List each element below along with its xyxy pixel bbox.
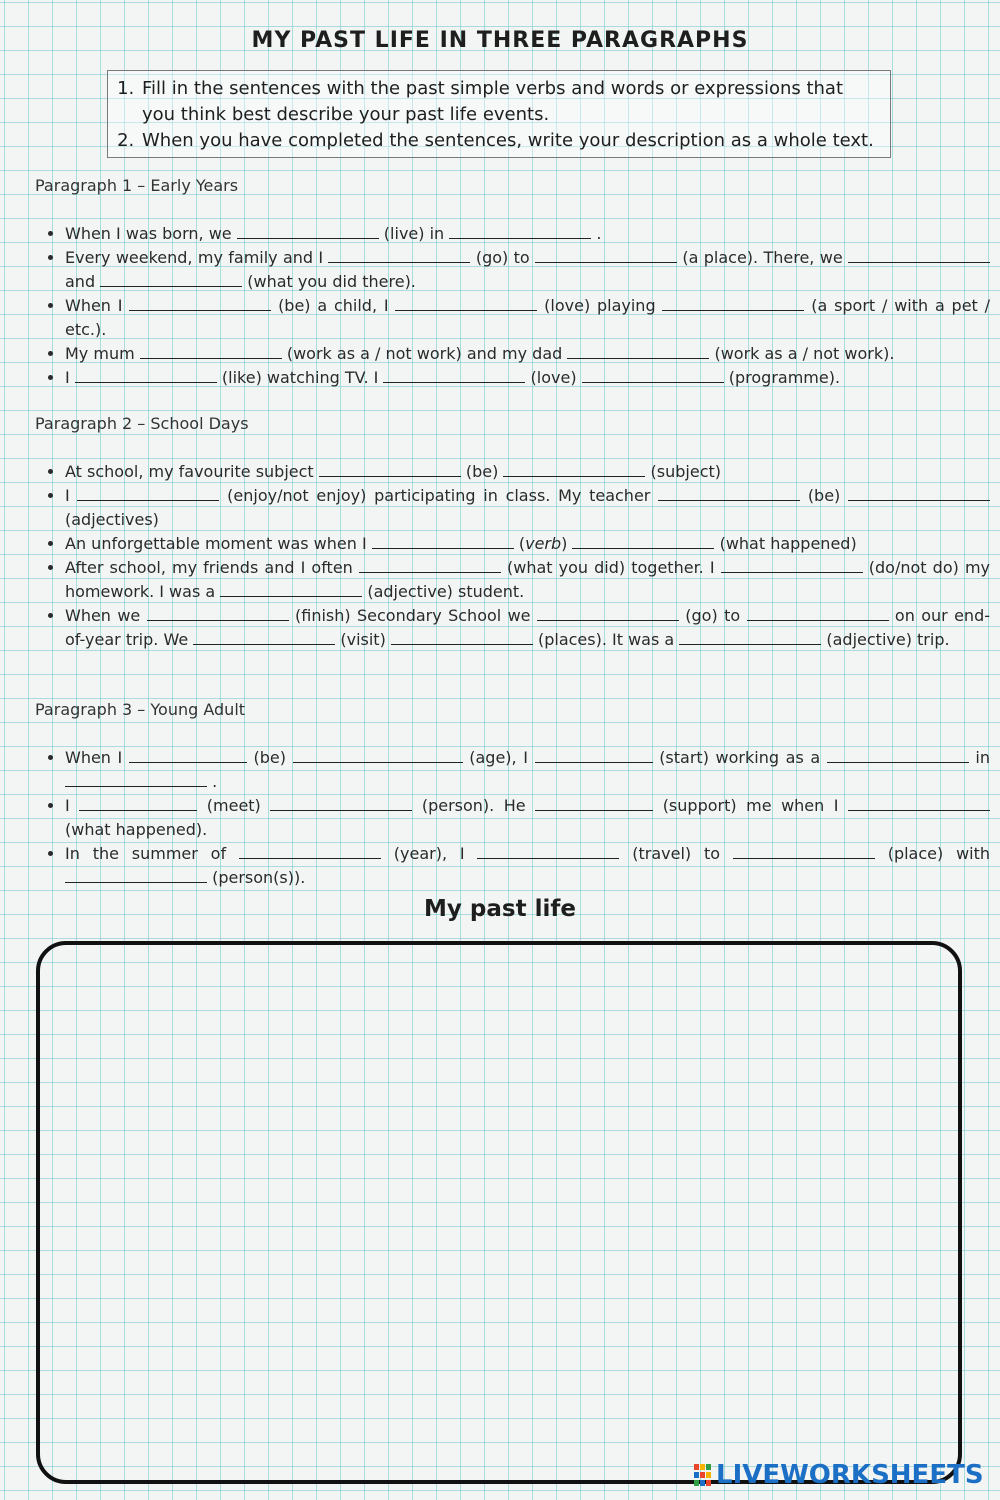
liveworksheets-logo: [694, 1459, 984, 1491]
answer-blank[interactable]: [79, 795, 197, 811]
sentence-text: .: [591, 224, 602, 243]
sentence-text: (go) to: [470, 248, 536, 267]
sentence-text: (adjective) student.: [362, 582, 525, 601]
sentence-text: (person). He: [412, 796, 536, 815]
sentence-item: [65, 842, 990, 890]
sentence-text: (like) watching TV. I: [216, 368, 384, 387]
answer-blank[interactable]: [848, 795, 990, 811]
answer-blank[interactable]: [359, 557, 501, 573]
school-days-list: [40, 460, 990, 652]
sentence-text: (support) me when I: [653, 796, 849, 815]
answer-blank[interactable]: [449, 223, 591, 239]
sentence-text: (adjective) trip.: [821, 630, 950, 649]
sentence-text: (finish) Secondary School we: [288, 606, 537, 625]
sentence-text: (a place). There, we: [677, 248, 848, 267]
sentence-item: [65, 366, 990, 390]
answer-blank[interactable]: [193, 629, 335, 645]
sentence-text: (what you did) together. I: [500, 558, 721, 577]
answer-blank[interactable]: [733, 843, 875, 859]
sentence-text: (place) with: [874, 844, 991, 863]
sentence-item: [65, 246, 990, 294]
answer-blank[interactable]: [827, 747, 969, 763]
sentence-text: (be): [800, 486, 849, 505]
sentence-text: (subject): [645, 462, 721, 481]
writing-heading: My past life: [424, 896, 576, 922]
sentence-text: (adjectives): [65, 510, 159, 529]
answer-blank[interactable]: [239, 843, 381, 859]
sentence-text: .: [207, 772, 218, 791]
sentence-text: An unforgettable moment was when I: [65, 534, 372, 553]
early-years-list: [40, 222, 990, 390]
sentence-text: (love) playing: [537, 296, 663, 315]
answer-blank[interactable]: [395, 295, 537, 311]
answer-blank[interactable]: [237, 223, 379, 239]
sentence-text: When I was born, we: [65, 224, 237, 243]
sentence-text: (be) a child, I: [271, 296, 396, 315]
sentence-text: When I: [65, 748, 129, 767]
sentence-item: [65, 484, 990, 532]
answer-blank[interactable]: [679, 629, 821, 645]
sentence-item: [65, 604, 990, 652]
answer-blank[interactable]: [582, 367, 724, 383]
sentence-text-italic: verb: [525, 534, 562, 553]
answer-blank[interactable]: [328, 247, 470, 263]
sentence-text: and: [65, 272, 101, 291]
sentence-item: [65, 342, 990, 366]
sentence-item: [65, 794, 990, 842]
sentence-text: After school, my friends and I often: [65, 558, 359, 577]
answer-blank[interactable]: [65, 867, 207, 883]
sentence-text: (what happened).: [65, 820, 208, 839]
sentence-item: [65, 556, 990, 604]
answer-blank[interactable]: [270, 795, 412, 811]
sentence-text: I: [65, 796, 80, 815]
logo-mark-icon: [694, 1462, 712, 1488]
sentence-text: When we: [65, 606, 147, 625]
young-adult-list: [40, 746, 990, 890]
sentence-text: (age), I: [462, 748, 535, 767]
answer-blank[interactable]: [537, 605, 679, 621]
sentence-text: in: [968, 748, 991, 767]
writing-box[interactable]: [36, 941, 962, 1484]
answer-blank[interactable]: [477, 843, 619, 859]
sentence-text: (work as a / not work) and my dad: [281, 344, 568, 363]
instruction-item: 1. Fill in the sentences with the past simple verbs and words or expressions that you think best describe your past life events.: [140, 76, 880, 128]
sentence-text: (live) in: [378, 224, 450, 243]
answer-blank[interactable]: [293, 747, 463, 763]
answer-blank[interactable]: [65, 771, 207, 787]
sentence-text: on our end-of-year trip. We: [65, 606, 991, 649]
answer-blank[interactable]: [129, 747, 247, 763]
sentence-item: [65, 294, 990, 342]
logo-text: LIVEWORKSHEETS: [716, 1460, 984, 1490]
sentence-text: Every weekend, my family and I: [65, 248, 329, 267]
answer-blank[interactable]: [848, 247, 990, 263]
sentence-text: (go) to: [678, 606, 747, 625]
sentence-text: (places). It was a: [532, 630, 680, 649]
answer-blank[interactable]: [535, 247, 677, 263]
sentence-item: [65, 222, 990, 246]
answer-blank[interactable]: [75, 367, 217, 383]
sentence-text: (love): [525, 368, 582, 387]
sentence-text: (visit): [335, 630, 391, 649]
answer-blank[interactable]: [658, 485, 800, 501]
sentence-text: (work as a / not work).: [709, 344, 895, 363]
sentence-text: (enjoy/not enjoy) participating in class. My teacher: [219, 486, 659, 505]
sentence-text: (programme).: [723, 368, 841, 387]
sentence-text: My mum: [65, 344, 140, 363]
sentence-text: (do/not do) my homework. I was a: [65, 558, 991, 601]
answer-blank[interactable]: [319, 461, 461, 477]
answer-blank[interactable]: [535, 747, 653, 763]
answer-blank[interactable]: [391, 629, 533, 645]
answer-blank[interactable]: [129, 295, 271, 311]
sentence-text: (what you did there).: [242, 272, 416, 291]
sentence-item: [65, 532, 990, 556]
answer-blank[interactable]: [662, 295, 804, 311]
sentence-text: (person(s)).: [207, 868, 306, 887]
answer-blank[interactable]: [848, 485, 990, 501]
sentence-text: (a sport / with a pet / etc.).: [65, 296, 991, 339]
sentence-text: I: [65, 368, 75, 387]
answer-blank[interactable]: [503, 461, 645, 477]
answer-blank[interactable]: [77, 485, 219, 501]
sentence-text: In the summer of: [65, 844, 239, 863]
sentence-text: (meet): [197, 796, 271, 815]
sentence-text: I: [65, 486, 78, 505]
sentence-text: (travel) to: [619, 844, 733, 863]
answer-blank[interactable]: [383, 367, 525, 383]
answer-blank[interactable]: [747, 605, 889, 621]
sentence-text: ): [561, 534, 573, 553]
sentence-item: [65, 460, 990, 484]
sentence-text: (: [513, 534, 526, 553]
answer-blank[interactable]: [220, 581, 362, 597]
instructions-list: [120, 76, 880, 154]
answer-blank[interactable]: [147, 605, 289, 621]
section-title-young-adult: Paragraph 3 – Young Adult: [35, 700, 246, 719]
sentence-text: (start) working as a: [652, 748, 827, 767]
worksheet-title: MY PAST LIFE IN THREE PARAGRAPHS: [251, 28, 749, 53]
sentence-text: (year), I: [380, 844, 478, 863]
sentence-item: [65, 746, 990, 794]
sentence-text: When I: [65, 296, 130, 315]
sentence-text: At school, my favourite subject: [65, 462, 319, 481]
answer-blank[interactable]: [721, 557, 863, 573]
answer-blank[interactable]: [140, 343, 282, 359]
answer-blank[interactable]: [572, 533, 714, 549]
instruction-item: 2. When you have completed the sentences, write your description as a whole text.: [140, 128, 880, 154]
sentence-text: (be): [246, 748, 293, 767]
section-title-school-days: Paragraph 2 – School Days: [35, 414, 249, 433]
answer-blank[interactable]: [567, 343, 709, 359]
section-title-early-years: Paragraph 1 – Early Years: [35, 176, 239, 195]
sentence-text: (be): [460, 462, 504, 481]
answer-blank[interactable]: [100, 271, 242, 287]
sentence-text: (what happened): [714, 534, 857, 553]
answer-blank[interactable]: [372, 533, 514, 549]
answer-blank[interactable]: [535, 795, 653, 811]
instructions-box: [107, 70, 891, 158]
